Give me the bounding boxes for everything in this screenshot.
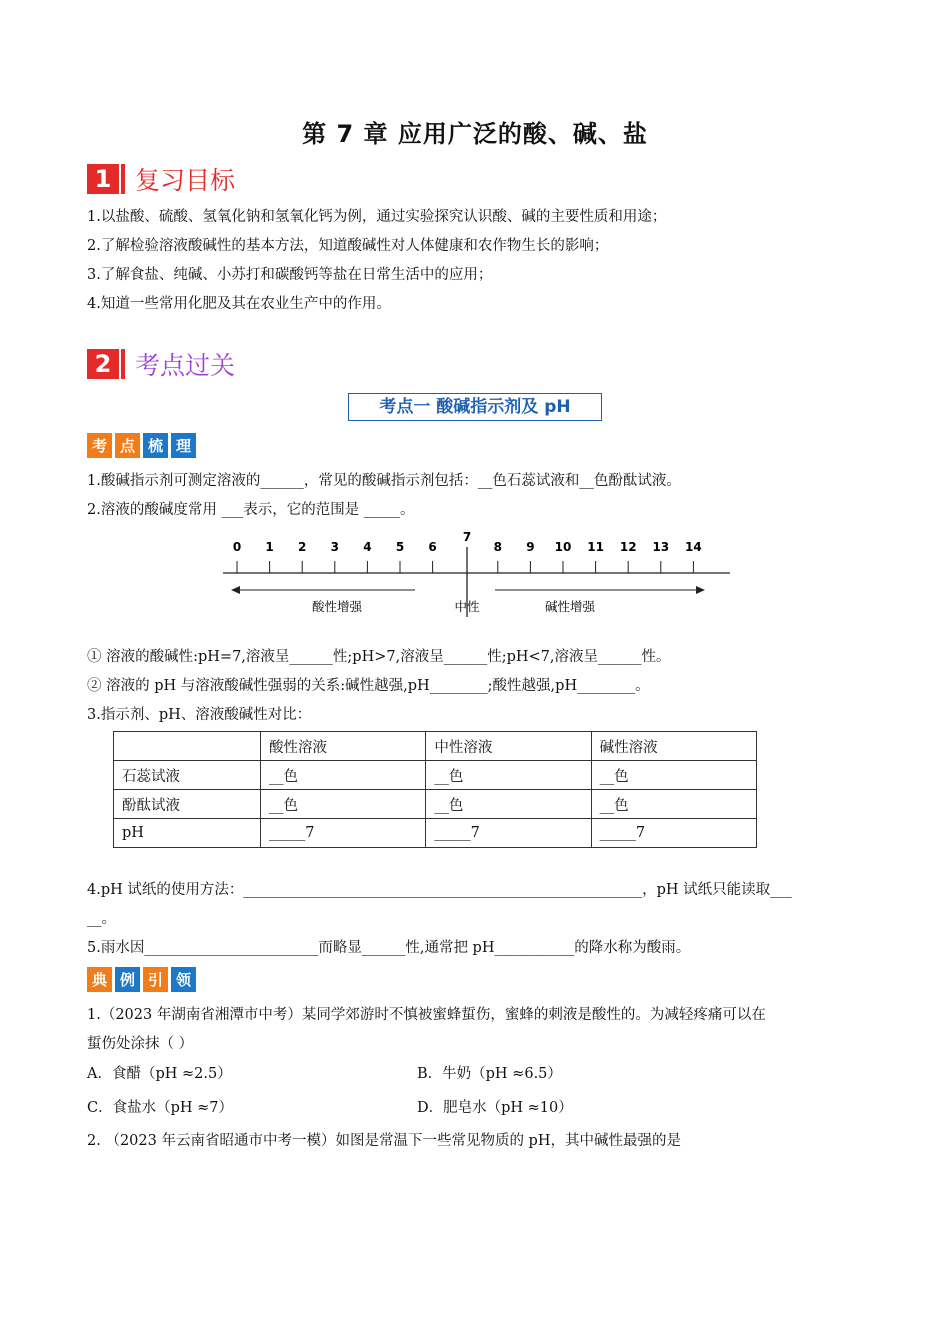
example-stem: 蜇伤处涂抹（ ） [87,1036,194,1052]
section-title: 考点过关 [135,351,236,380]
table-cell: __色 [426,790,591,819]
tag-char: 领 [171,967,196,992]
table-cell [114,732,261,761]
example-stem: 2. （2023 年云南省昭通市中考一模）如图是常温下一些常见物质的 pH，其中碱性最强的是 [87,1133,681,1149]
option-a: A．食醋（pH ≈2.5） [87,1066,232,1082]
ph-tick-label: 11 [587,540,604,554]
table-cell: __色 [261,761,426,790]
option-b: B．牛奶（pH ≈6.5） [417,1066,562,1082]
section-header-checkpoints [87,348,235,380]
table-cell: 碱性溶液 [591,732,756,761]
ph-tick-label: 0 [232,540,242,554]
neutral-label: 中性 [454,599,480,614]
question-line: 4.pH 试纸的使用方法：_______________________________________________________，pH 试纸只能读取___ [87,882,792,898]
tag-char: 典 [87,967,112,992]
goal-item: 4.知道一些常用化肥及其在农业生产中的作用。 [87,296,391,312]
tag-kaodian-shuli [87,433,196,458]
ph-tick-label: 9 [526,540,535,554]
ph-tick-label: 2 [298,540,307,554]
tag-char: 例 [115,967,140,992]
ph-tick-label: 14 [685,540,702,554]
question-line: 5.雨水因________________________而略显______性,通常把 pH___________的降水称为酸雨。 [87,940,691,956]
tag-char: 考 [87,433,112,458]
ph-tick-label: 1 [265,540,274,554]
base-label: 碱性增强 [544,599,596,614]
ph-tick-label: 13 [652,540,670,554]
tag-char: 点 [115,433,140,458]
table-cell: pH [114,819,261,848]
page-title: 第 7 章 应用广泛的酸、碱、盐 [302,120,648,148]
table-row [114,790,757,819]
ph-tick-label: 6 [428,540,437,554]
table-row [114,761,757,790]
ph-tick-label: 3 [330,540,339,554]
option-d: D．肥皂水（pH ≈10） [417,1100,573,1116]
ph-tick-label: 10 [554,540,572,554]
tag-char: 理 [171,433,196,458]
ph-tick-label: 12 [619,540,637,554]
option-c: C．食盐水（pH ≈7） [87,1100,234,1116]
question-line: __。 [87,911,116,927]
question-line: 1.酸碱指示剂可测定溶液的______，常见的酸碱指示剂包括：__色石蕊试液和__色酚酞试液。 [87,473,681,489]
section-title: 复习目标 [135,166,236,195]
ph-tick-label: 5 [395,540,405,554]
table-cell: __色 [591,790,756,819]
tag-char: 引 [143,967,168,992]
base-arrow-head [696,586,705,594]
table-cell: 酚酞试液 [114,790,261,819]
table-cell: __色 [426,761,591,790]
table-cell: __色 [261,790,426,819]
example-stem: 1.（2023 年湖南省湘潭市中考）某同学郊游时不慎被蜜蜂蜇伤，蜜蜂的刺液是酸性的。为减轻疼痛可以在 [87,1007,766,1023]
table-header-row [114,732,757,761]
goal-item: 2.了解检验溶液酸碱性的基本方法，知道酸碱性对人体健康和农作物生长的影响； [87,238,609,254]
question-line: ② 溶液的 pH 与溶液酸碱性强弱的关系:碱性越强,pH________;酸性越强,pH________。 [87,678,650,694]
section-number-badge: 2 [87,349,119,379]
ph-tick-label: 4 [363,540,372,554]
acid-arrow-head [231,586,240,594]
acid-label: 酸性增强 [311,599,363,614]
table-cell: 中性溶液 [426,732,591,761]
goal-item: 1.以盐酸、硫酸、氢氧化钠和氢氧化钙为例，通过实验探究认识酸、碱的主要性质和用途； [87,209,667,225]
table-cell: _____7 [591,819,756,848]
table-cell: 石蕊试液 [114,761,261,790]
table-cell: 酸性溶液 [261,732,426,761]
ph-tick-label: 7 [462,530,472,544]
ph-scale-diagram [215,525,735,620]
question-line: 2.溶液的酸碱度常用 ___表示，它的范围是 _____。 [87,502,415,518]
tag-char: 梳 [143,433,168,458]
table-cell: __色 [591,761,756,790]
ph-tick-label: 8 [493,540,502,554]
indicator-comparison-table [113,731,757,848]
tag-dianli-yinling [87,967,196,992]
topic-box-title: 考点一 酸碱指示剂及 pH [348,393,602,421]
section-number-badge: 1 [87,164,119,194]
goal-item: 3.了解食盐、纯碱、小苏打和碳酸钙等盐在日常生活中的应用； [87,267,493,283]
question-line: 3.指示剂、pH、溶液酸碱性对比： [87,707,312,723]
table-cell: _____7 [426,819,591,848]
question-line: ① 溶液的酸碱性:pH=7,溶液呈______性;pH>7,溶液呈______性;pH<7,溶液呈______性。 [87,649,671,665]
table-cell: _____7 [261,819,426,848]
table-row [114,819,757,848]
section-header-goals [87,163,235,195]
